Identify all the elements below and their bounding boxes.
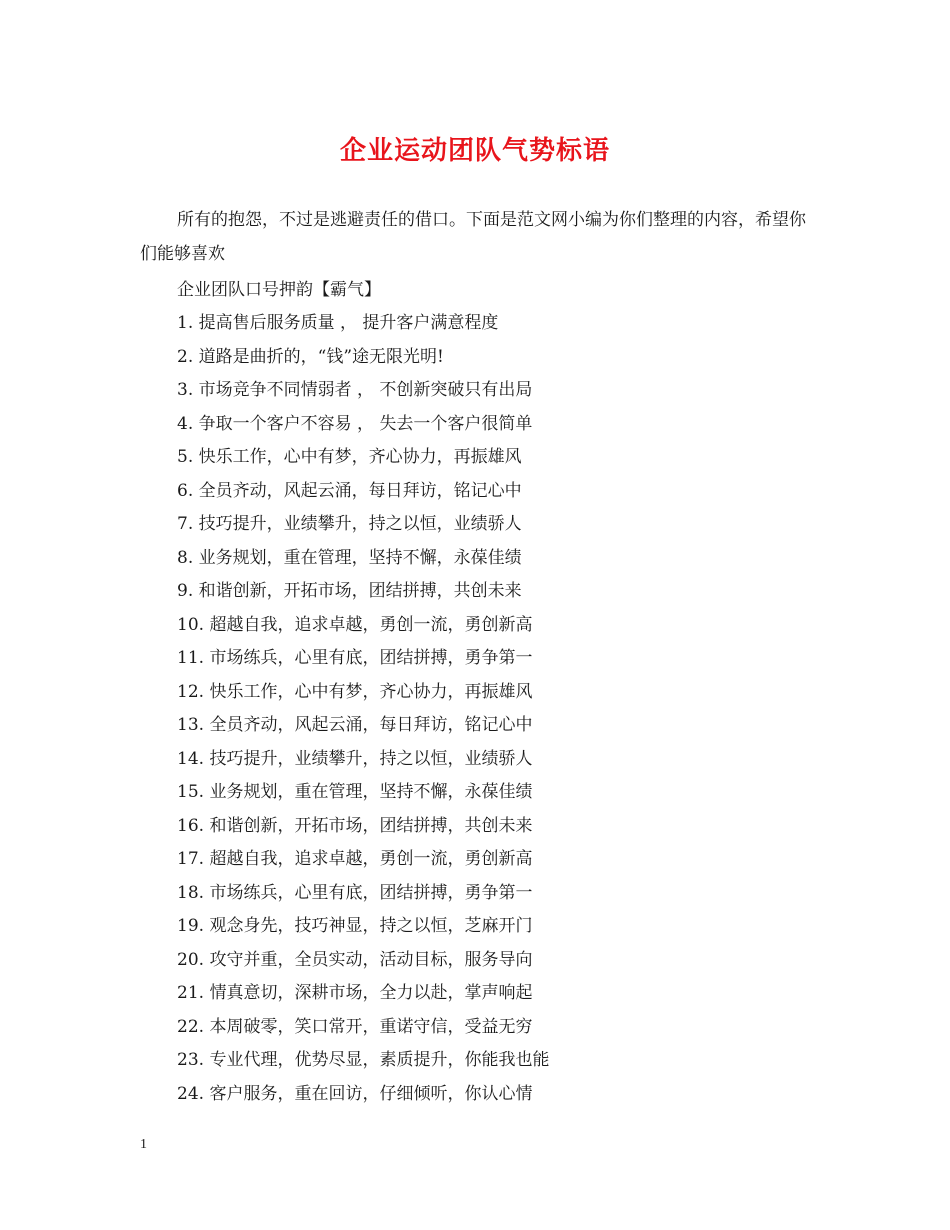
list-item: 13. 全员齐动，风起云涌，每日拜访，铭记心中 [177, 715, 533, 735]
page-title: 企业运动团队气势标语 [339, 136, 610, 166]
list-item: 7. 技巧提升，业绩攀升，持之以恒，业绩骄人 [177, 514, 522, 534]
list-item: 5. 快乐工作，心中有梦，齐心协力，再振雄风 [177, 447, 522, 467]
list-item: 22. 本周破零，笑口常开，重诺守信，受益无穷 [177, 1016, 533, 1037]
list-item: 15. 业务规划，重在管理，坚持不懈，永葆佳绩 [177, 782, 533, 802]
list-item: 20. 攻守并重，全员实动，活动目标，服务导向 [177, 949, 533, 970]
list-item: 19. 观念身先，技巧神显，持之以恒，芝麻开门 [177, 916, 533, 936]
list-item: 3. 市场竞争不同情弱者 ， 不创新突破只有出局 [177, 380, 533, 400]
list-item: 10. 超越自我，追求卓越，勇创一流，勇创新高 [177, 614, 533, 635]
list-item: 11. 市场练兵，心里有底，团结拼搏，勇争第一 [177, 648, 533, 668]
list-item: 8. 业务规划，重在管理，坚持不懈，永葆佳绩 [177, 547, 522, 568]
list-item: 21. 情真意切，深耕市场，全力以赴，掌声响起 [177, 983, 533, 1003]
list-item: 6. 全员齐动，风起云涌，每日拜访，铭记心中 [177, 480, 522, 501]
list-item: 1. 提高售后服务质量 ， 提升客户满意程度 [177, 313, 499, 333]
intro-paragraph: 所有的抱怨，不过是逃避责任的借口。下面是范文网小编为你们整理的内容，希望你们能够喜欢 [140, 210, 806, 264]
list-item: 12. 快乐工作，心中有梦，齐心协力，再振雄风 [177, 681, 533, 702]
list-item: 17. 超越自我，追求卓越，勇创一流，勇创新高 [177, 849, 533, 869]
list-item: 16. 和谐创新，开拓市场，团结拼搏，共创未来 [177, 815, 533, 836]
list-item: 23. 专业代理，优势尽显，素质提升，你能我也能 [177, 1050, 550, 1070]
list-item: 14. 技巧提升，业绩攀升，持之以恒，业绩骄人 [177, 748, 533, 769]
slogan-list [177, 307, 549, 1111]
section-heading: 企业团队口号押韵【霸气】 [177, 280, 381, 300]
list-item: 4. 争取一个客户不容易 ， 失去一个客户很简单 [177, 413, 533, 434]
list-item: 9. 和谐创新，开拓市场，团结拼搏，共创未来 [177, 581, 522, 601]
list-item: 18. 市场练兵，心里有底，团结拼搏，勇争第一 [177, 882, 533, 903]
list-item: 24. 客户服务，重在回访，仔细倾听，你认心情 [177, 1083, 533, 1104]
page-number: 1 [140, 1137, 147, 1152]
list-item: 2. 道路是曲折的，“钱”途无限光明! [177, 346, 444, 367]
